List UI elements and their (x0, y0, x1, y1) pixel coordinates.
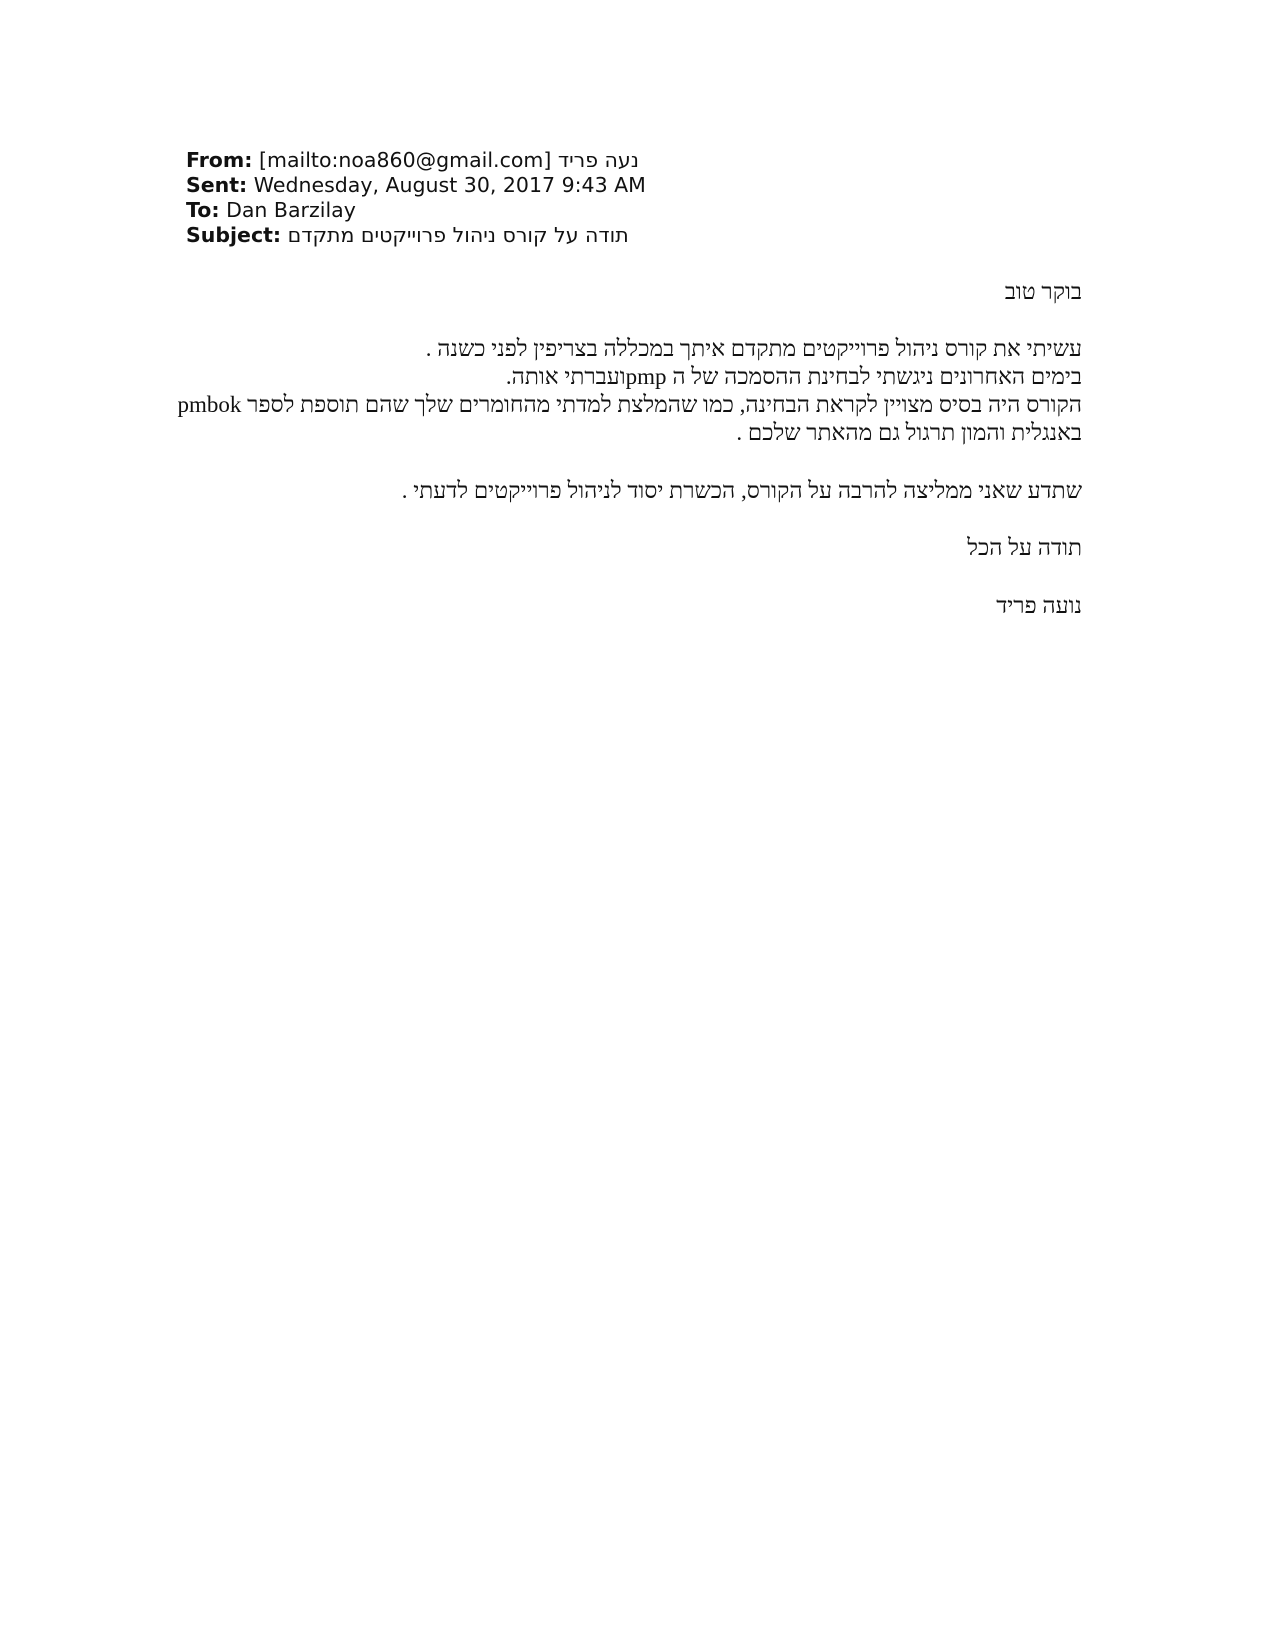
sent-row (186, 173, 886, 198)
thanks-line: תודה על הכל (967, 535, 1082, 560)
email-header (186, 148, 886, 248)
recommendation-line: שתדע שאני ממליצה להרבה על הקורס, הכשרת יסוד לניהול פרוייקטים לדעתי . (401, 478, 1082, 503)
subject-label: Subject: (186, 223, 282, 247)
greeting: בוקר טוב (1004, 279, 1082, 304)
message-paragraph (177, 335, 1082, 447)
sent-value: Wednesday, August 30, 2017 9:43 AM (253, 173, 646, 197)
from-label: From: (186, 148, 253, 172)
from-value: נעה פריד [mailto:noa860@gmail.com] (258, 148, 639, 172)
paragraph-line: הקורס היה בסיס מצויין לקראת הבחינה, כמו שהמלצת למדתי מהחומרים שלך שהם תוספת לספר pmbok (177, 392, 1082, 417)
paragraph-line: בימים האחרונים ניגשתי לבחינת ההסמכה של ה pmpועברתי אותה. (505, 364, 1082, 389)
to-value: Dan Barzilay (226, 198, 356, 222)
to-row (186, 198, 886, 223)
from-row (186, 148, 886, 173)
sent-label: Sent: (186, 173, 248, 197)
signature: נועה פריד (996, 593, 1082, 618)
to-label: To: (186, 198, 220, 222)
subject-row (186, 223, 886, 248)
paragraph-line: באנגלית והמון תרגול גם מהאתר שלכם . (736, 420, 1082, 445)
paragraph-line: עשיתי את קורס ניהול פרוייקטים מתקדם איתך במכללה בצריפין לפני כשנה . (425, 336, 1082, 361)
subject-value: תודה על קורס ניהול פרוייקטים מתקדם (287, 223, 629, 247)
